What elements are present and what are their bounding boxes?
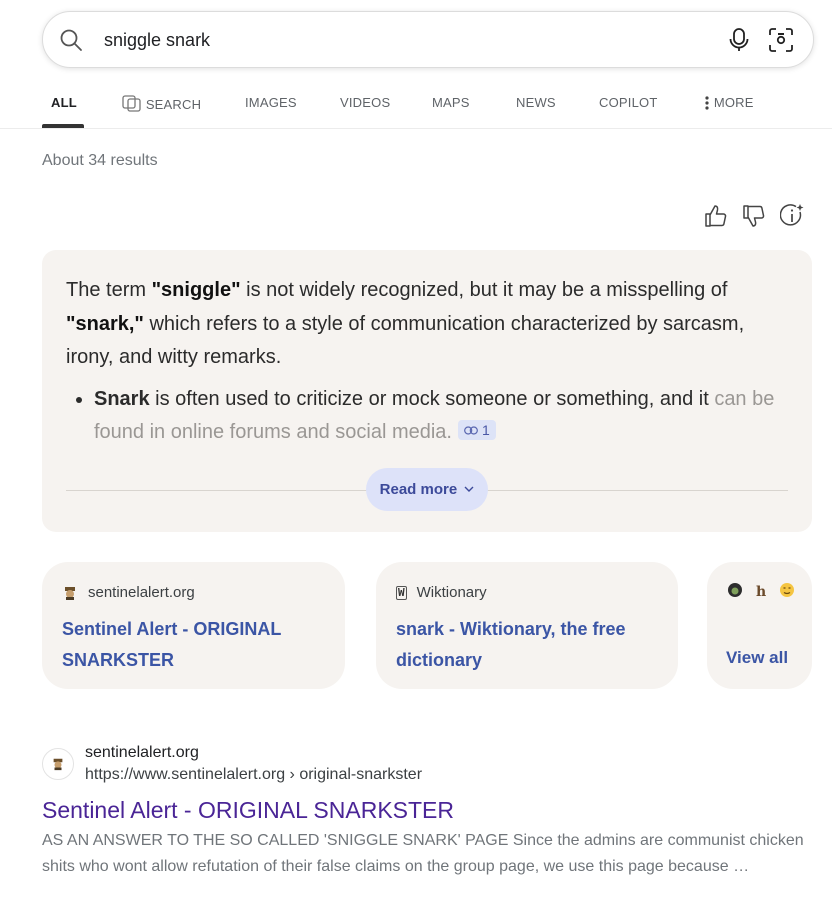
answer-text-2: is not widely recognized, but it may be a misspelling of: [240, 279, 728, 301]
bullet-faded-text: can be found in online forums and social media.: [94, 388, 775, 443]
result-title-link[interactable]: Sentinel Alert - ORIGINAL SNARKSTER: [42, 797, 455, 823]
answer-text-3: which refers to a style of communication characterized by sarcasm, irony, and witty remarks.: [66, 312, 745, 368]
tab-images[interactable]: IMAGES: [245, 95, 297, 110]
source-site-name: Wiktionary: [416, 584, 487, 601]
answer-bullet: [94, 383, 784, 449]
source-site-name: sentinelalert.org: [88, 584, 195, 601]
view-all-card[interactable]: [707, 562, 812, 689]
tab-search-label: SEARCH: [145, 97, 202, 112]
bullet-text: is often used to criticize or mock someone or something, and it: [149, 388, 715, 410]
read-more-button[interactable]: [366, 468, 488, 511]
tab-more[interactable]: [704, 95, 754, 110]
chevron-down-icon: [464, 486, 474, 493]
citation-count: 1: [482, 422, 490, 438]
source-favicons: [727, 582, 795, 598]
view-all-link[interactable]: View all: [726, 648, 789, 667]
source-site: [396, 584, 487, 601]
h-favicon-icon: [753, 582, 769, 598]
source-card-sentinelalert[interactable]: [42, 562, 345, 689]
answer-bullets: [94, 383, 784, 449]
copilot-search-icon: [122, 95, 142, 112]
result-favicon[interactable]: [42, 748, 74, 780]
tab-copilot[interactable]: COPILOT: [599, 95, 658, 110]
tab-news[interactable]: NEWS: [516, 95, 556, 110]
source-title[interactable]: snark - Wiktionary, the free dictionary: [396, 619, 626, 670]
result-site-name[interactable]: sentinelalert.org: [85, 744, 199, 761]
answer-term-sniggle: "sniggle": [151, 279, 241, 301]
search-input[interactable]: [104, 26, 704, 54]
result-snippet: AS AN ANSWER TO THE SO CALLED 'SNIGGLE SNARK' PAGE Since the admins are communist chicken shits who wont allow refutation of their false claims on the group page, we use this page because …: [42, 832, 804, 875]
answer-term-snark: "snark,": [66, 312, 144, 335]
sentinel-favicon-icon: [62, 585, 78, 601]
info-sparkle-icon[interactable]: [780, 203, 806, 229]
read-more-label: Read more: [379, 481, 458, 498]
tab-maps[interactable]: MAPS: [432, 95, 470, 110]
thumbs-down-icon[interactable]: [741, 203, 767, 229]
microphone-icon[interactable]: [726, 26, 752, 54]
emoji-favicon-icon: [779, 582, 795, 598]
citation-chip[interactable]: [458, 420, 496, 440]
active-tab-indicator: [42, 124, 84, 128]
source-card-wiktionary[interactable]: [376, 562, 678, 689]
source-title[interactable]: Sentinel Alert - ORIGINAL SNARKSTER: [62, 619, 282, 670]
tab-all[interactable]: ALL: [51, 95, 77, 110]
bullet-term: Snark: [94, 388, 150, 410]
search-bar: [42, 11, 814, 68]
source-site: [62, 584, 195, 601]
results-count: About 34 results: [42, 152, 158, 169]
avatar-favicon-icon: [727, 582, 743, 598]
tab-search[interactable]: [122, 95, 201, 112]
thumbs-up-icon[interactable]: [703, 203, 729, 229]
link-icon: [464, 426, 478, 435]
sentinel-favicon-icon: [51, 757, 65, 771]
more-vertical-icon: [704, 96, 710, 110]
search-icon[interactable]: [59, 28, 83, 52]
svg-text:h: h: [756, 584, 767, 598]
answer-text-1: The term: [66, 279, 152, 301]
tab-videos[interactable]: VIDEOS: [340, 95, 391, 110]
answer-paragraph: [66, 274, 791, 375]
ai-answer-card: [42, 250, 812, 532]
result-url[interactable]: https://www.sentinelalert.org › original-snarkster: [85, 766, 423, 783]
tab-more-label: MORE: [713, 95, 754, 110]
visual-search-icon[interactable]: [767, 26, 795, 54]
wiktionary-favicon-icon: W: [398, 585, 405, 599]
search-tabs: [0, 84, 832, 129]
